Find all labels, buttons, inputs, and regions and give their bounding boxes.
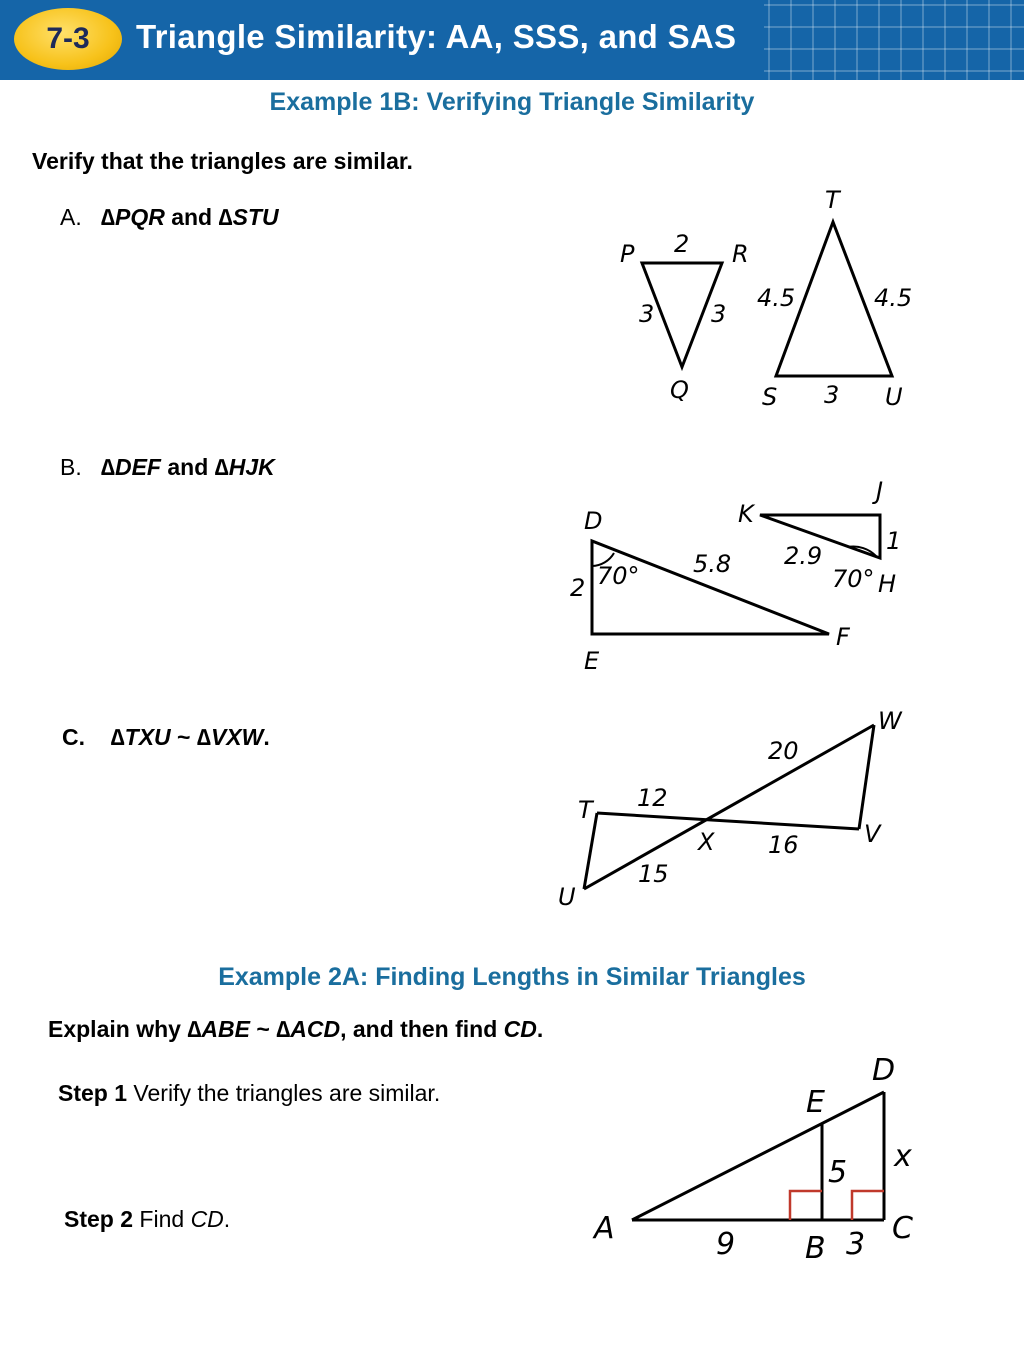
part-c-similar: ~ (177, 724, 191, 750)
side-ux: 15 (638, 860, 669, 888)
label-h: H (878, 570, 897, 598)
side-df: 5.8 (693, 550, 732, 578)
part-a-letter: A. (60, 204, 82, 230)
angle-d-label: 70° (597, 562, 640, 590)
label-u-c: U (558, 883, 576, 911)
lesson-number: 7-3 (46, 22, 90, 55)
label-s: S (762, 383, 778, 411)
side-de: 2 (570, 574, 586, 602)
label-k: K (738, 500, 754, 528)
prompt-segment: CD (503, 1016, 537, 1042)
label-t: T (825, 186, 840, 214)
label-x: X (698, 828, 715, 856)
part-c-letter: C. (62, 724, 85, 750)
label-f: F (836, 623, 850, 651)
label-e: E (584, 647, 600, 675)
step-2-text: Find (139, 1206, 185, 1232)
part-b-triangle-2: HJK (228, 454, 275, 480)
part-a-and: and (171, 204, 213, 230)
step-2-segment: CD (190, 1206, 224, 1232)
label-e-fig: E (806, 1085, 825, 1120)
segment-uw (584, 725, 874, 889)
example-2-title: Example 2A: Finding Lengths in Similar Triangles (218, 963, 806, 991)
triangle-symbol: ∆ (276, 1016, 291, 1042)
triangle-symbol: ∆ (196, 724, 211, 750)
segment-tv (597, 813, 859, 829)
right-angle-c (852, 1191, 884, 1220)
part-a-triangle-1: PQR (114, 204, 165, 230)
side-ab: 9 (716, 1227, 736, 1262)
prompt-triangle-2: ACD (290, 1016, 341, 1042)
label-d: D (584, 507, 603, 535)
side-xw: 20 (768, 737, 799, 765)
label-w: W (878, 707, 902, 735)
angle-h-label: 70° (832, 565, 875, 593)
example-1-title: Example 1B: Verifying Triangle Similarity (269, 88, 755, 116)
label-p: P (620, 240, 635, 268)
label-a: A (594, 1211, 615, 1246)
side-tx: 12 (637, 784, 668, 812)
label-q: Q (670, 376, 689, 404)
part-c-triangle-1: TXU (124, 724, 171, 750)
prompt-mid: , and then find (340, 1016, 498, 1042)
right-angle-b (790, 1191, 822, 1220)
instruction: Verify that the triangles are similar. (32, 148, 413, 174)
part-b-letter: B. (60, 454, 82, 480)
triangle-symbol: ∆ (214, 454, 229, 480)
side-jh: 1 (886, 527, 902, 555)
triangle-symbol: ∆ (218, 204, 233, 230)
side-pq: 3 (639, 300, 655, 328)
step-2-label: Step 2 (64, 1206, 134, 1232)
step-1-text: Verify the triangles are similar. (133, 1080, 441, 1106)
side-st: 4.5 (757, 284, 796, 312)
side-eb: 5 (828, 1155, 848, 1190)
triangle-symbol: ∆ (187, 1016, 202, 1042)
prompt-triangle-1: ABE (201, 1016, 250, 1042)
step-1-label: Step 1 (58, 1080, 128, 1106)
part-b-triangle-1: DEF (114, 454, 161, 480)
label-j: J (876, 477, 884, 505)
triangle-symbol: ∆ (100, 454, 115, 480)
label-b: B (805, 1231, 826, 1266)
triangle-symbol: ∆ (110, 724, 125, 750)
label-d-fig: D (872, 1053, 896, 1088)
part-a-triangle-2: STU (232, 204, 279, 230)
prompt-period: . (536, 1016, 544, 1042)
prompt-similar: ~ (256, 1016, 270, 1042)
label-r: R (732, 240, 749, 268)
side-dc: x (894, 1139, 912, 1174)
step-2-period: . (223, 1206, 231, 1232)
part-b-and: and (167, 454, 209, 480)
segment-tu (584, 813, 597, 889)
side-kh: 2.9 (784, 542, 823, 570)
side-tu: 4.5 (874, 284, 913, 312)
label-c: C (892, 1211, 913, 1246)
segment-wv (859, 725, 874, 829)
side-bc: 3 (846, 1227, 866, 1262)
part-c-period: . (263, 724, 270, 750)
label-t-c: T (578, 796, 593, 824)
part-c-triangle-2: VXW (210, 724, 264, 750)
label-v: V (864, 820, 881, 848)
side-pr: 2 (674, 230, 690, 258)
prompt-pre: Explain why (48, 1016, 181, 1042)
side-xv: 16 (768, 831, 799, 859)
triangle-symbol: ∆ (100, 204, 115, 230)
label-u: U (885, 383, 903, 411)
side-su: 3 (824, 381, 840, 409)
side-rq: 3 (711, 300, 727, 328)
lesson-title: Triangle Similarity: AA, SSS, and SAS (136, 18, 737, 55)
